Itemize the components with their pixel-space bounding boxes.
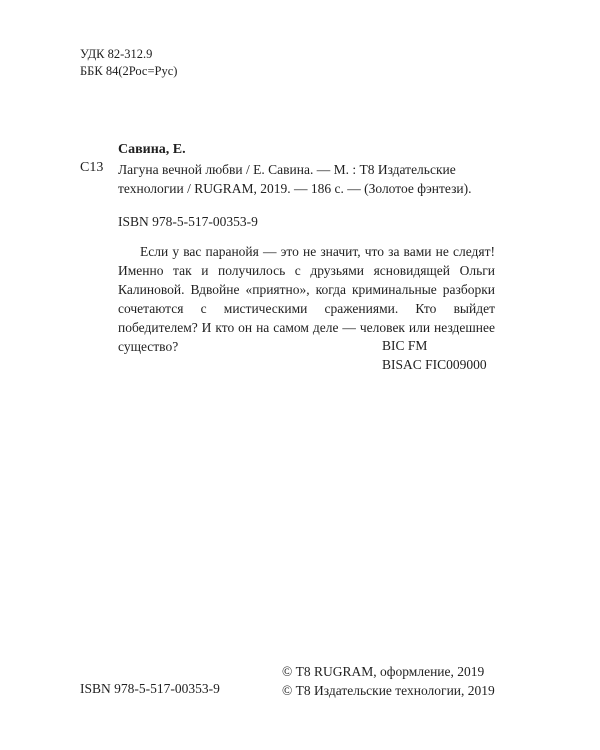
copyright-publisher: © Т8 Издательские технологии, 2019 xyxy=(282,683,495,698)
isbn-bottom: ISBN 978-5-517-00353-9 xyxy=(80,681,220,696)
bibliographic-line-1: Лагуна вечной любви / Е. Савина. — М. : Т8 Издательские xyxy=(118,162,456,177)
bibliographic-line-2: технологии / RUGRAM, 2019. — 186 с. — (Золотое фэнтези). xyxy=(118,181,472,196)
classification-block xyxy=(80,46,177,80)
annotation: Если у вас паранойя — это не значит, что за вами не следят! Именно так и получилось с друзьями ясновидящей Ольги Калиновой. Вдвойне «приятно», когда криминальные разборки сочетаются с мистическими сражениями. Кто выйдет победителем? И кто он на самом деле — человек или нездешнее существо? xyxy=(118,244,495,354)
author-mark: С13 xyxy=(80,160,104,175)
bic-code: BIC FM xyxy=(382,338,428,353)
copyright-block xyxy=(282,662,495,700)
udk-code: УДК 82-312.9 xyxy=(80,47,153,61)
subject-codes xyxy=(382,336,487,374)
copyright-design: © Т8 RUGRAM, оформление, 2019 xyxy=(282,664,485,679)
author-heading: Савина, Е. xyxy=(118,142,186,157)
bisac-code: BISAC FIC009000 xyxy=(382,357,487,372)
bibliographic-description xyxy=(118,160,518,198)
bbk-code: ББК 84(2Рос=Рус) xyxy=(80,64,178,78)
isbn-top: ISBN 978-5-517-00353-9 xyxy=(118,214,258,229)
